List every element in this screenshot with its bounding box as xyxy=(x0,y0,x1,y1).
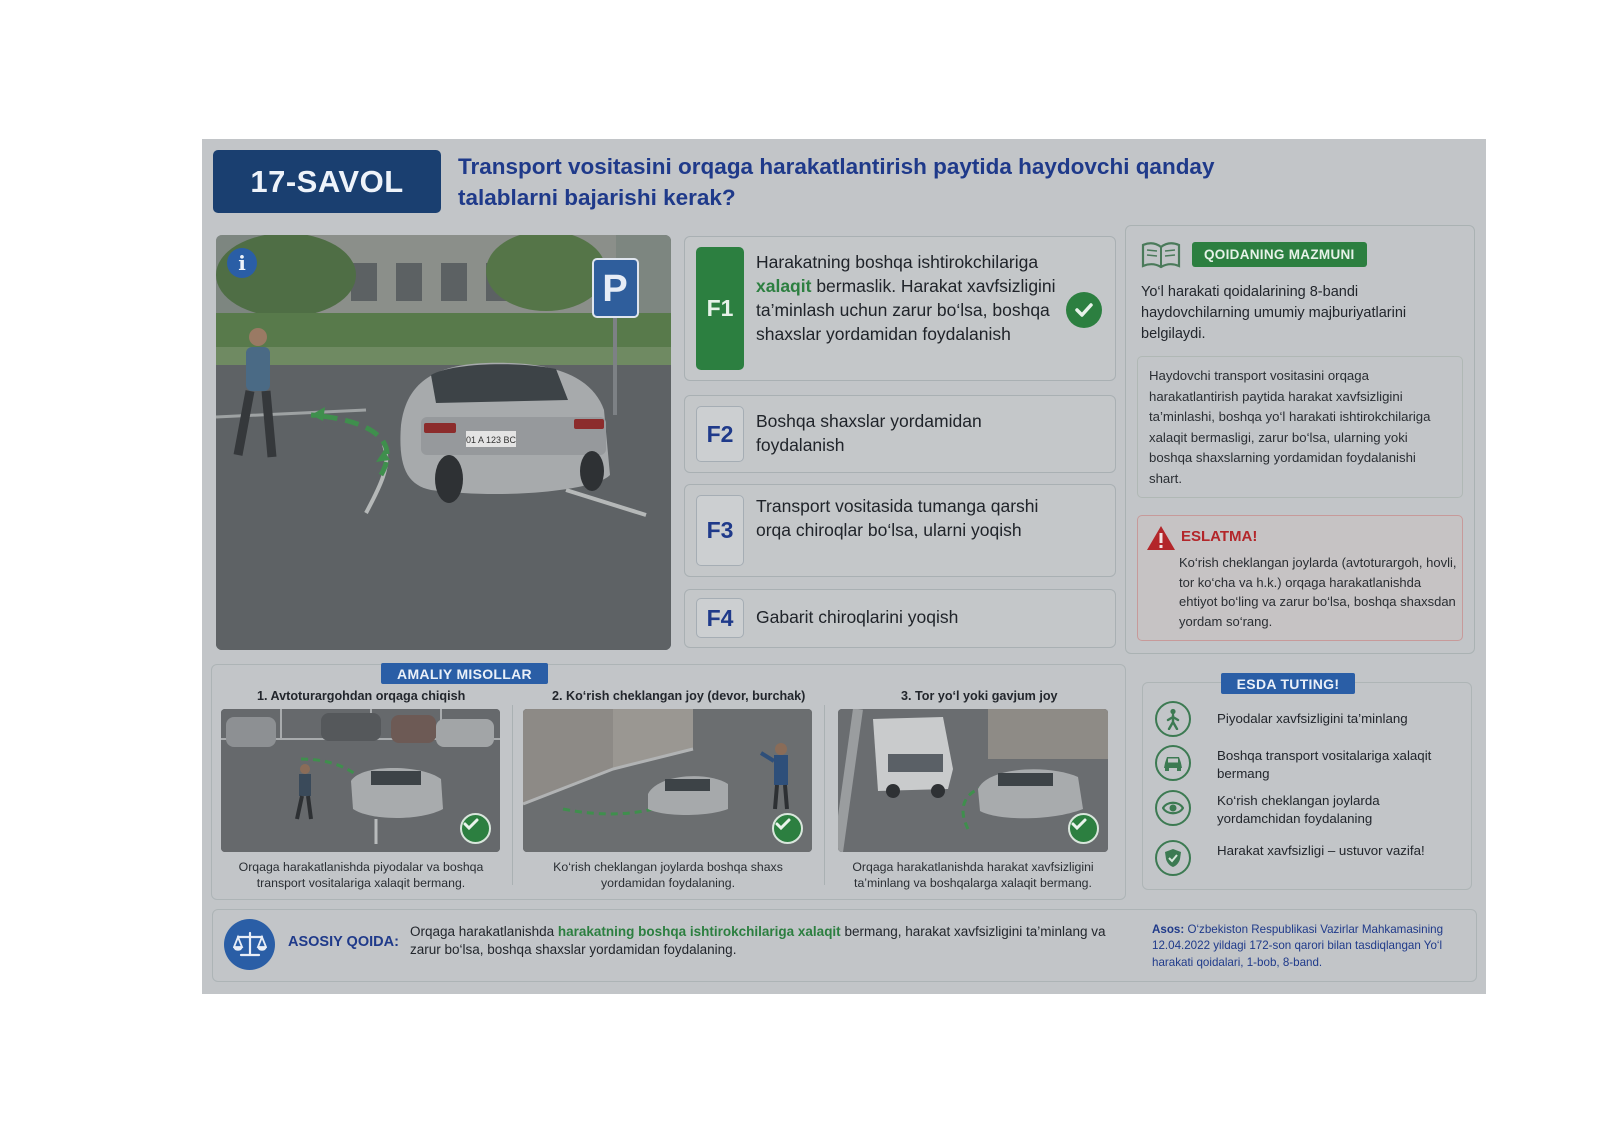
answer-option-f1[interactable] xyxy=(684,236,1116,381)
check-icon xyxy=(772,813,803,844)
practical-examples xyxy=(211,664,1126,900)
warning-text: Ko‘rish cheklangan joylarda (avtoturargoh, hovli, tor ko‘cha va h.k.) orqaga harakatlanishda ehtiyot bo‘ling va zarur bo‘lsa, boshqa shaxsdan yordam so‘rang. xyxy=(1179,555,1457,629)
answer-code: F1 xyxy=(696,247,744,370)
question-card xyxy=(202,139,1486,994)
examples-label: AMALIY MISOLLAR xyxy=(381,663,548,684)
remember-text: Harakat xavfsizligi – ustuvor vazifa! xyxy=(1217,843,1425,858)
book-icon xyxy=(1140,241,1182,274)
rule-label: QOIDANING MAZMUNI xyxy=(1192,242,1367,267)
check-icon xyxy=(1068,813,1099,844)
remember-text: Piyodalar xavfsizligini ta’minlang xyxy=(1217,711,1408,726)
answer-text: Harakatning boshqa ishtirokchilariga xalaqit bermaslik. Harakat xavfsizligini ta’minlash uchun zarur bo‘lsa, boshqa shaxslar yordamidan foydalanish xyxy=(756,252,1056,344)
scales-of-justice-icon xyxy=(224,919,275,970)
info-icon: i xyxy=(227,248,257,278)
example-title: 2. Ko‘rish cheklangan joy (devor, burchak) xyxy=(552,689,806,703)
rule-intro: Yo‘l harakati qoidalarining 8-bandi haydovchilarning umumiy majburiyatlarini belgilaydi. xyxy=(1141,284,1407,342)
remember-item xyxy=(1155,745,1465,785)
answer-text: Gabarit chiroqlarini yoqish xyxy=(756,607,959,627)
remember-text: Boshqa transport vositalariga xalaqit bermang xyxy=(1217,748,1432,781)
remember-label: ESDA TUTING! xyxy=(1221,673,1355,694)
answer-option-f4[interactable] xyxy=(684,589,1116,648)
parking-scene-image xyxy=(216,235,671,650)
answer-text: Transport vositasida tumanga qarshi orqa chiroqlar bo‘lsa, ularni yoqish xyxy=(756,496,1039,540)
warning-box xyxy=(1137,515,1463,641)
example-title: 3. Tor yo‘l yoki gavjum joy xyxy=(901,689,1058,703)
car-icon xyxy=(1155,745,1191,781)
basis-label: Asos: xyxy=(1152,923,1185,936)
check-icon xyxy=(460,813,491,844)
remember-item xyxy=(1155,840,1465,880)
question-title: Transport vositasini orqaga harakatlantirish paytida haydovchi qanday talablarni bajarishi kerak? xyxy=(458,154,1215,210)
rule-panel xyxy=(1125,225,1475,654)
question-number-badge: 17-SAVOL xyxy=(213,150,441,213)
example-image xyxy=(523,709,812,852)
answer-highlight: xalaqit xyxy=(756,276,812,296)
example-image xyxy=(221,709,500,852)
answer-code: F4 xyxy=(696,598,744,638)
parking-sign: P xyxy=(602,268,628,310)
remember-item xyxy=(1155,790,1465,830)
main-rule-label: ASOSIY QOIDA: xyxy=(288,934,399,950)
remember-text: Ko‘rish cheklangan joylarda yordamchidan foydalaning xyxy=(1217,793,1380,826)
correct-check-icon xyxy=(1066,292,1102,328)
answer-option-f2[interactable] xyxy=(684,395,1116,473)
rule-body: Haydovchi transport vositasini orqaga harakatlantirish paytida harakat xavfsizligini ta’minlashi, boshqa yo‘l harakati ishtirokchilariga xalaqit bermasligi, zarur bo‘lsa, ularning yoki boshqa shaxslarning yordamidan foydalanishi shart. xyxy=(1137,356,1463,498)
main-rule-highlight: harakatning boshqa ishtirokchilariga xalaqit xyxy=(557,924,841,939)
pedestrian-icon xyxy=(1155,701,1191,737)
answer-text: Boshqa shaxslar yordamidan foydalanish xyxy=(756,411,982,455)
divider xyxy=(512,705,513,885)
divider xyxy=(824,705,825,885)
warning-icon xyxy=(1145,524,1177,557)
answer-code: F2 xyxy=(696,406,744,462)
eye-icon xyxy=(1155,790,1191,826)
remember-item xyxy=(1155,701,1465,741)
legal-basis xyxy=(1152,922,1464,971)
main-illustration xyxy=(216,235,671,650)
license-plate: 01 A 123 BC xyxy=(465,435,517,445)
main-rule-text: Orqaga harakatlanishda harakatning boshqa ishtirokchilariga xalaqit bermang, harakat xavfsizligini ta’minlang va zarur bo‘lsa, boshqa shaxslar yordamidan foydalaning. xyxy=(410,924,1106,957)
example-caption: Orqaga harakatlanishda harakat xavfsizligini ta’minlang va boshqalarga xalaqit bermang. xyxy=(852,860,1094,890)
answer-code: F3 xyxy=(696,495,744,566)
example-caption: Orqaga harakatlanishda piyodalar va boshqa transport vositalariga xalaqit bermang. xyxy=(238,860,484,890)
remember-panel xyxy=(1142,675,1472,890)
warning-title: ESLATMA! xyxy=(1181,528,1258,545)
example-image xyxy=(838,709,1108,852)
answer-option-f3[interactable] xyxy=(684,484,1116,577)
basis-text: O‘zbekiston Respublikasi Vazirlar Mahkamasining 12.04.2022 yildagi 172-son qarori bilan tasdiqlangan Yo‘l harakati qoidalari, 1-bob, 8-band. xyxy=(1152,923,1444,969)
example-title: 1. Avtoturargohdan orqaga chiqish xyxy=(257,689,466,703)
example-caption: Ko‘rish cheklangan joylarda boshqa shaxs yordamidan foydalaning. xyxy=(553,860,783,890)
shield-check-icon xyxy=(1155,840,1191,876)
main-rule-footer xyxy=(212,909,1477,982)
